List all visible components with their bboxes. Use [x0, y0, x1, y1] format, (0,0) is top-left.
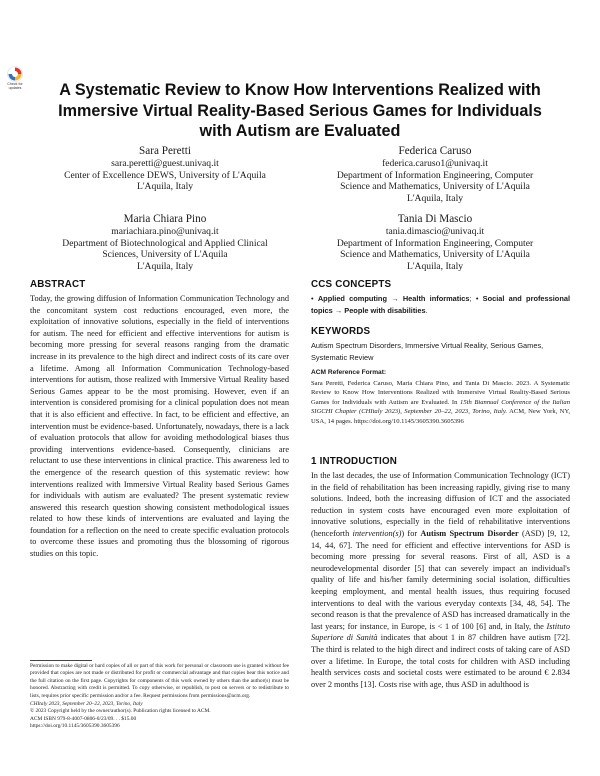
- author-email: mariachiara.pino@univaq.it: [111, 226, 219, 237]
- intro-emphasis: intervention(s): [352, 528, 402, 538]
- footnote: [30, 663, 289, 731]
- footnote-permission: Permission to make digital or hard copies of all or part of this work for personal or classroom use is granted without fee provided that copies are not made or distributed for profit or commercial advantage and that copies bear this notice and the full citation on the first page. Copyrights for components of this work owned by others than the author(s) must be honored. Abstracting with credit is permitted. To copy otherwise, or republish, to post on servers or to redistribute to lists, requires prior specific permission and/or a fee. Request permissions from permissions@acm.org.: [30, 663, 289, 699]
- author-affiliation: Center of Excellence DEWS, University of L'Aquila: [64, 169, 266, 181]
- author-block-1: [30, 144, 300, 193]
- intro-part-2: (ASD) [9, 12, 14, 44, 67]. The need for efficient and effective interventions for ASD is becoming more pressing for several reasons. First of all, ASD is a neurodevelopmental disorder [5] that can severely impact an individual's quality of life and his/her family determining social isolation, difficulties keeping employment, and mental health issues, thus requiring focused interventions to deal with the various everyday contexts [34, 48, 54]. The second reason is that the prevalence of ASD has increased dramatically in the last years; for instance, in Europe, is < 1 of 100 [6] and, in Italy, the: [311, 528, 570, 631]
- author-location: L'Aquila, Italy: [406, 260, 464, 272]
- ccs-text: [311, 293, 570, 316]
- footnote-isbn: ACM ISBN 979-8-4007-0806-0/23/09. . . $15.00: [30, 715, 137, 722]
- check-for-updates-icon: [7, 66, 23, 82]
- intro-part-1b: ) for: [401, 528, 421, 538]
- ccs-bullet: •: [311, 294, 318, 303]
- author-block-4: [300, 212, 570, 272]
- author-name: Maria Chiara Pino: [123, 213, 207, 225]
- intro-part-3: indicates that about 1 in 87 children have autism [72]. The third is related to the high direct and indirect costs of taking care of ASD over a lifetime. In Europe, the total costs for children with ASD including health services costs and societal costs were estimated to be around € 2.834 over 2 months [13]. Costs rise with age, thus ASD in adulthood is: [311, 633, 570, 689]
- introduction-text: [311, 470, 570, 690]
- author-location: L'Aquila, Italy: [136, 260, 194, 272]
- abstract-text: Today, the growing diffusion of Information Communication Technology and the concomitant system cost reductions encouraged, even more, the exploitation of innovative solutions, especially in the field of interventions for autism. The need for efficient and effective interventions for autism is becoming more pressing for several reasons ranging from the dramatic increase in its prevalence to the high direct and indirect costs of its care over a lifetime. Among all Information Communication Technology-based interventions for autism, those realized with Immersive Virtual Reality based Serious Games appear to be the most promising. However, even if an intervention is considered promising for a clinical population does not mean that it is also efficient and effective. In fact, to be efficient and effective, an intervention must be evidence-based. Unfortunately, nowadays, there is a lack of evaluation protocols that allow for avoiding methodological biases thus providing interventions evidence-based. Consequently, clinicians are reluctant to use these interventions in clinical practice. This awareness led to the emergence of the research question of this systematic review: how interventions realized with Immersive Virtual Reality based Serious Games for individuals with autism are evaluated? The present systematic review answered this research question showing consistent methodological issues related to how these kinds of interventions are evaluated and laying the foundation for a reflection on the need to create specific evaluation protocols to overcome these issues and promoting thus the blossoming of rigorous studies on this topic.: [30, 294, 289, 559]
- introduction-heading: 1 INTRODUCTION: [311, 456, 398, 467]
- author-affiliation: Sciences, University of L'Aquila: [102, 249, 228, 261]
- acm-reference-text: [311, 379, 570, 426]
- ccs-end: .: [425, 305, 428, 315]
- keywords-heading: KEYWORDS: [311, 326, 371, 337]
- intro-asd-term: Autism Spectrum Disorder: [420, 528, 519, 538]
- author-email: tania.dimascio@univaq.it: [385, 226, 485, 237]
- acm-reference-doi[interactable]: ACM, New York, NY, USA, 14 pages. https://doi.org/10.1145/3605390.3605396: [311, 408, 571, 425]
- ccs-item-2: Social and professional topics → People with disabilities: [311, 294, 570, 315]
- paper-title: A Systematic Review to Know How Interventions Realized with Immersive Virtual Reality-Based Serious Games for Individuals with Autism are Evaluated: [58, 81, 542, 140]
- intro-institute: Istituto Superiore di Sanità: [311, 621, 570, 643]
- keywords-text: Autism Spectrum Disorders, Immersive Virtual Reality, Serious Games, Systematic Review: [311, 341, 544, 362]
- author-block-2: [300, 144, 570, 204]
- author-email: federica.caruso1@univaq.it: [382, 158, 488, 169]
- author-location: L'Aquila, Italy: [136, 181, 194, 193]
- author-email: sara.peretti@guest.univaq.it: [111, 158, 219, 169]
- author-block-3: [30, 212, 300, 272]
- ccs-heading: CCS CONCEPTS: [311, 279, 392, 290]
- footnote-copyright: © 2023 Copyright held by the owner/author(s). Publication rights licensed to ACM.: [30, 708, 211, 715]
- author-name: Federica Caruso: [398, 145, 472, 157]
- acm-reference-venue: 15th Biannual Conference of the Italian SIGCHI Chapter (CHItaly 2023), September 20–22, 2023, Torino, Italy.: [311, 398, 570, 416]
- footnote-divider: [30, 660, 92, 661]
- acm-reference-heading: ACM Reference Format:: [311, 369, 387, 376]
- author-location: L'Aquila, Italy: [406, 192, 464, 204]
- author-affiliation: Department of Information Engineering, Computer: [336, 169, 534, 181]
- badge-label-2: updates: [8, 86, 22, 90]
- footnote-doi[interactable]: https://doi.org/10.1145/3605390.3605396: [30, 723, 120, 730]
- abstract-heading: ABSTRACT: [30, 279, 86, 290]
- author-affiliation: Department of Information Engineering, Computer: [336, 237, 534, 249]
- check-for-updates-badge[interactable]: [4, 66, 26, 90]
- intro-part-1: In the last decades, the use of Information Communication Technology (ICT) in the field of rehabilitation has been increasing rapidly, giving rise to many solutions. Indeed, both the increasing diffusion of ICT and the associated reduction in system costs have encouraged even more exploitation of innovative solutions, especially in the field of rehabilitative interventions (henceforth: [311, 471, 570, 538]
- ccs-separator: ; •: [469, 294, 483, 303]
- author-affiliation: Science and Mathematics, University of L'Aquila: [340, 249, 530, 261]
- ccs-item-1: Applied computing → Health informatics: [317, 294, 470, 303]
- footnote-conference: CHItaly 2023, September 20–22, 2023, Torino, Italy: [30, 701, 143, 708]
- acm-reference-authors: Sara Peretti, Federica Caruso, Maria Chiara Pino, and Tania Di Mascio. 2023. A Systematic Review to Know How Interventions Realized with Immersive Virtual Reality-Based Serious Games for Individuals with Autism are Evaluated. In: [311, 380, 570, 406]
- author-affiliation: Department of Biotechnological and Applied Clinical: [62, 237, 268, 249]
- author-name: Sara Peretti: [139, 145, 191, 157]
- author-name: Tania Di Mascio: [397, 213, 473, 225]
- author-affiliation: Science and Mathematics, University of L'Aquila: [340, 181, 530, 193]
- badge-label-1: Check for: [7, 82, 23, 86]
